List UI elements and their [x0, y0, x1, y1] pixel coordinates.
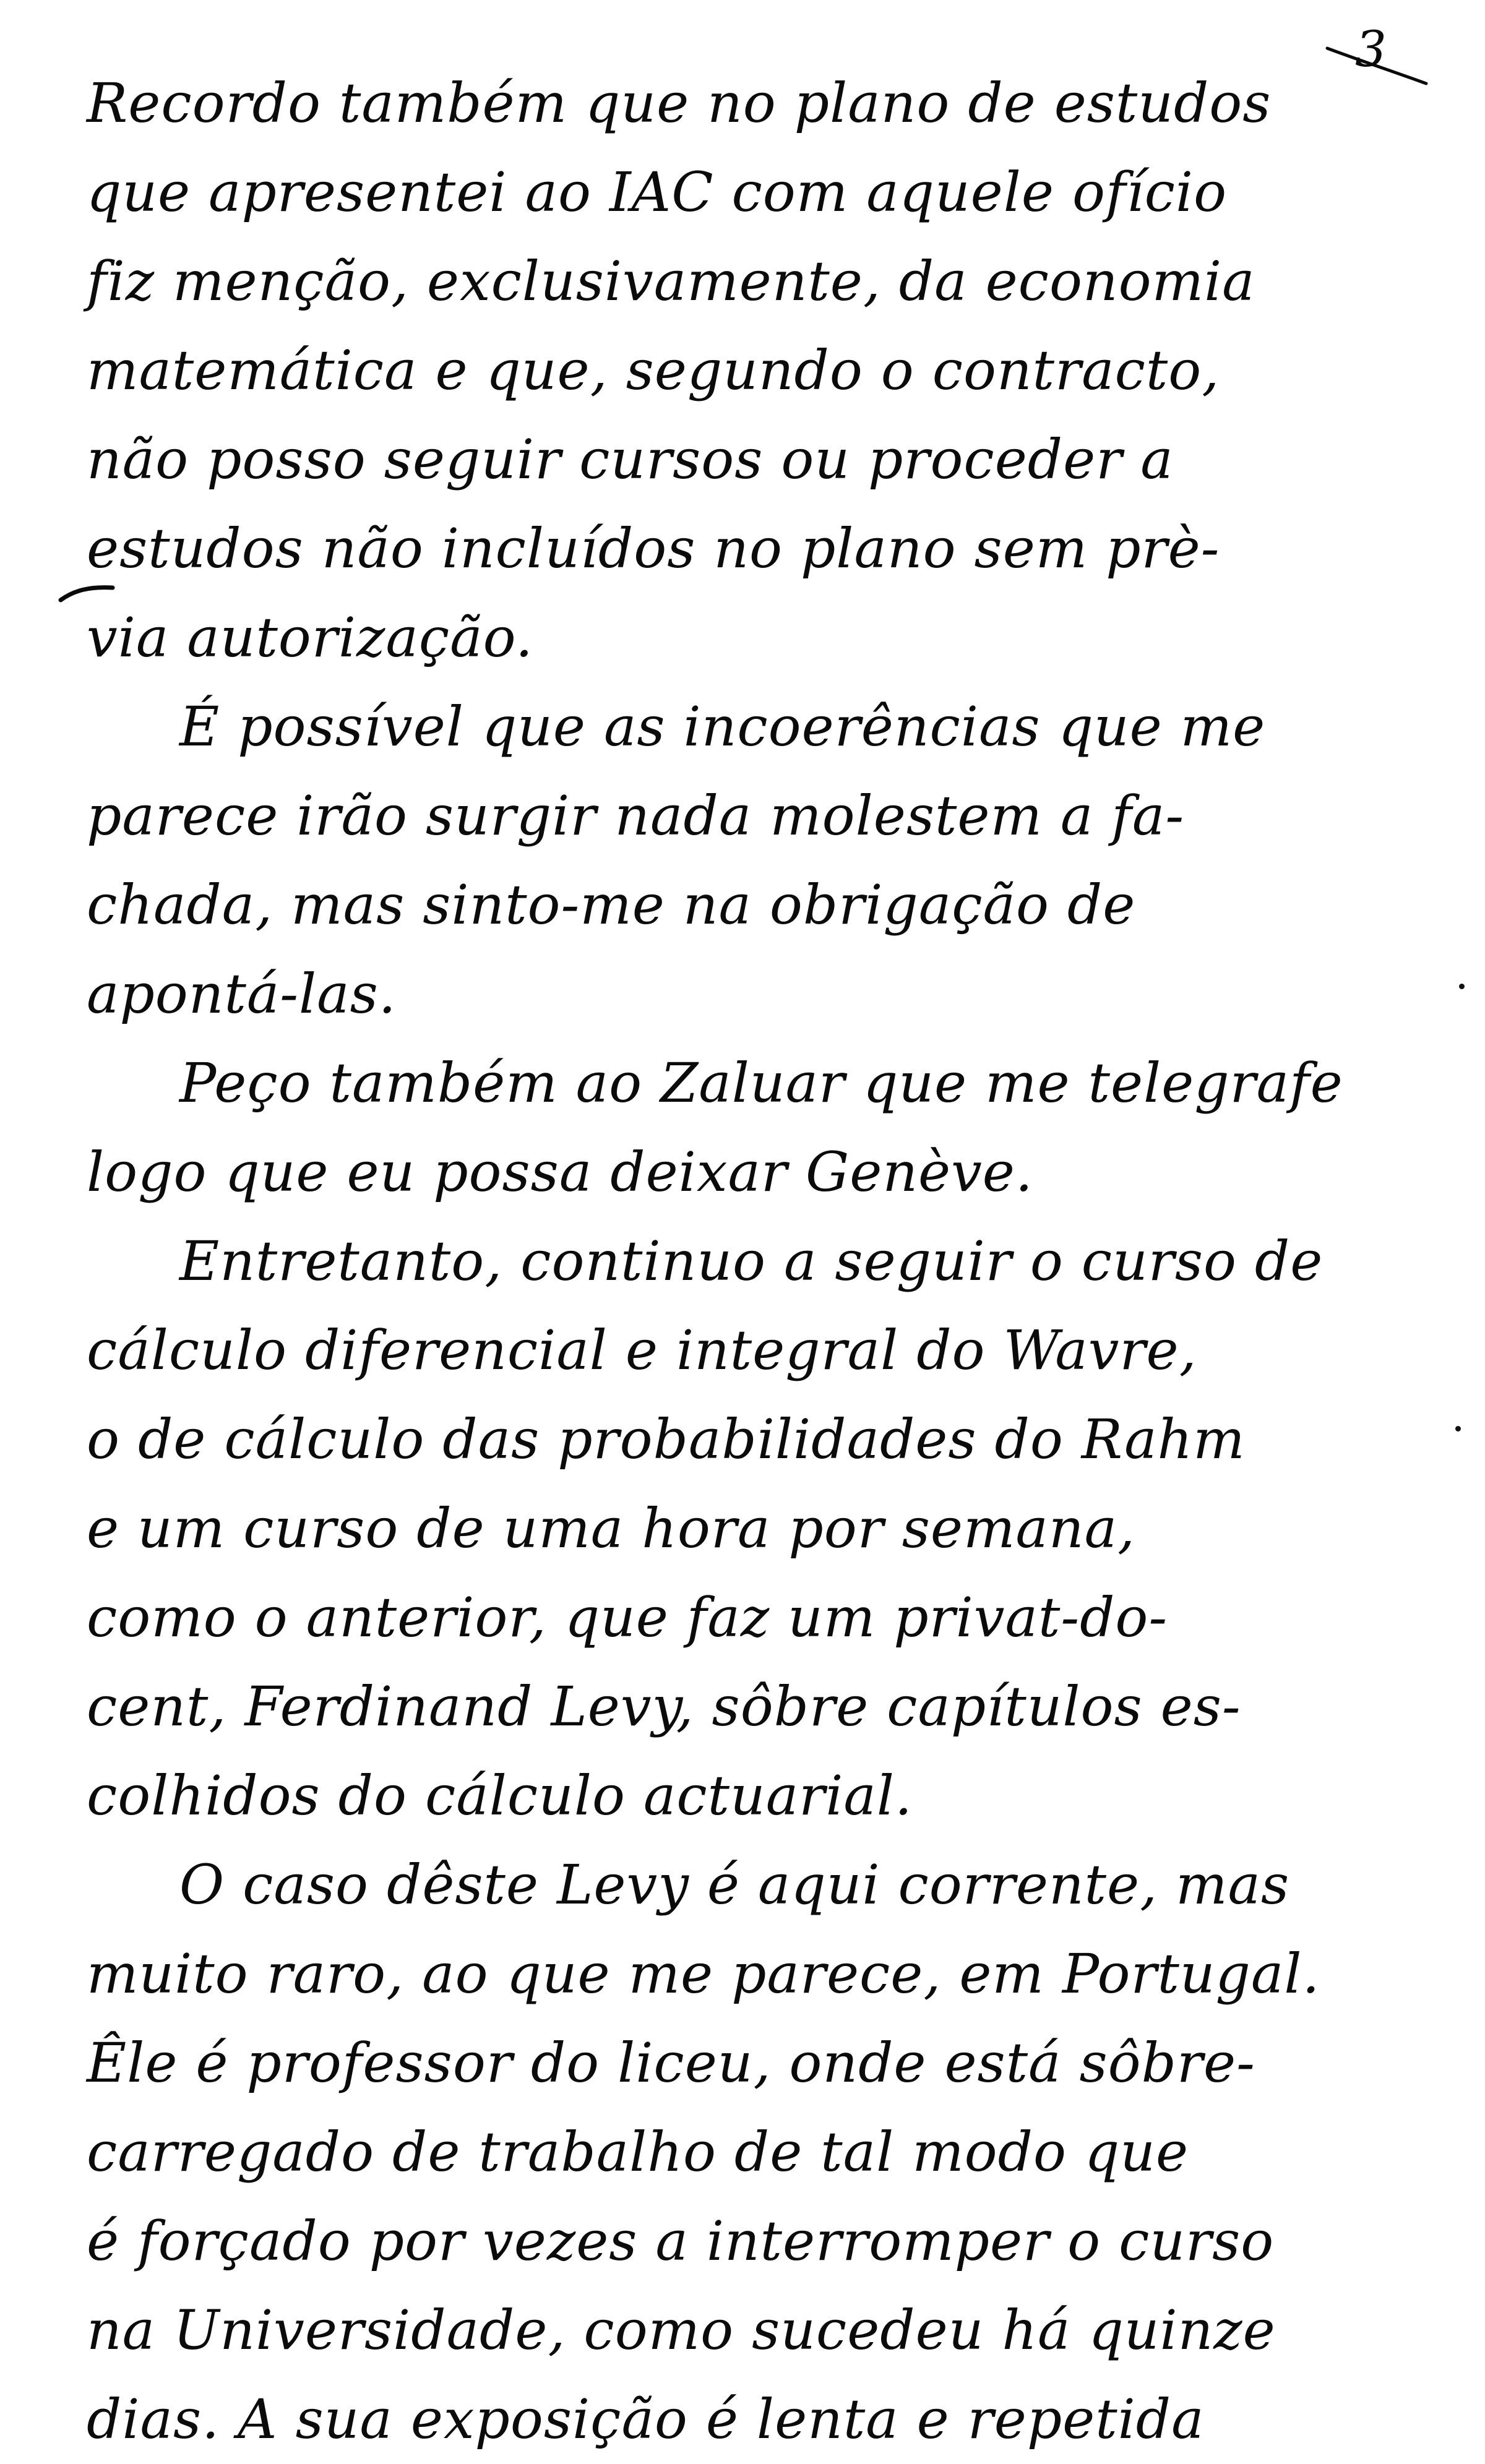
- text-line: carregado de trabalho de tal modo que: [87, 2120, 1189, 2184]
- text-line: Entretanto, continuo a seguir o curso de: [179, 1229, 1324, 1293]
- text-line: parece irão surgir nada molestem a fa-: [87, 784, 1185, 848]
- text-line: cálculo diferencial e integral do Wavre,: [87, 1318, 1197, 1382]
- text-line: Recordo também que no plano de estudos: [87, 71, 1272, 135]
- text-line: não posso seguir cursos ou proceder a: [87, 427, 1174, 491]
- text-line: fiz menção, exclusivamente, da economia: [87, 249, 1255, 313]
- text-line: logo que eu possa deixar Genève.: [87, 1140, 1033, 1204]
- text-line: e um curso de uma hora por semana,: [87, 1496, 1135, 1560]
- handwritten-text: [87, 59, 1411, 2464]
- text-line: Êle é professor do liceu, onde está sôbre-: [87, 2031, 1255, 2095]
- text-line: chada, mas sinto-me na obrigação de: [87, 873, 1136, 937]
- text-line: Peço também ao Zaluar que me telegrafe: [179, 1051, 1343, 1115]
- page-number: 3: [1355, 20, 1387, 78]
- text-line: na Universidade, como sucedeu há quinze: [87, 2298, 1276, 2362]
- text-line: via autorização.: [87, 606, 533, 669]
- text-line: O caso dêste Levy é aqui corrente, mas: [179, 1853, 1290, 1917]
- text-line: dias. A sua exposição é lenta e repetida: [87, 2387, 1205, 2451]
- text-line: muito raro, ao que me parece, em Portugal.: [87, 1942, 1320, 2006]
- ink-speck: [1459, 984, 1465, 989]
- ink-speck: [1455, 1426, 1461, 1432]
- text-line: como o anterior, que faz um privat-do-: [87, 1586, 1168, 1649]
- text-line: matemática e que, segundo o contracto,: [87, 338, 1220, 402]
- text-line: colhidos do cálculo actuarial.: [87, 1764, 913, 1827]
- text-line: é forçado por vezes a interromper o curso: [87, 2209, 1275, 2273]
- text-line: estudos não incluídos no plano sem prè-: [87, 517, 1220, 580]
- text-line: o de cálculo das probabilidades do Rahm: [87, 1407, 1246, 1471]
- text-line: que apresentei ao IAC com aquele ofício: [87, 160, 1228, 224]
- text-line: É possível que as incoerências que me: [179, 695, 1266, 758]
- text-line: cent, Ferdinand Levy, sôbre capítulos es-: [87, 1675, 1241, 1738]
- text-line: apontá-las.: [87, 962, 397, 1026]
